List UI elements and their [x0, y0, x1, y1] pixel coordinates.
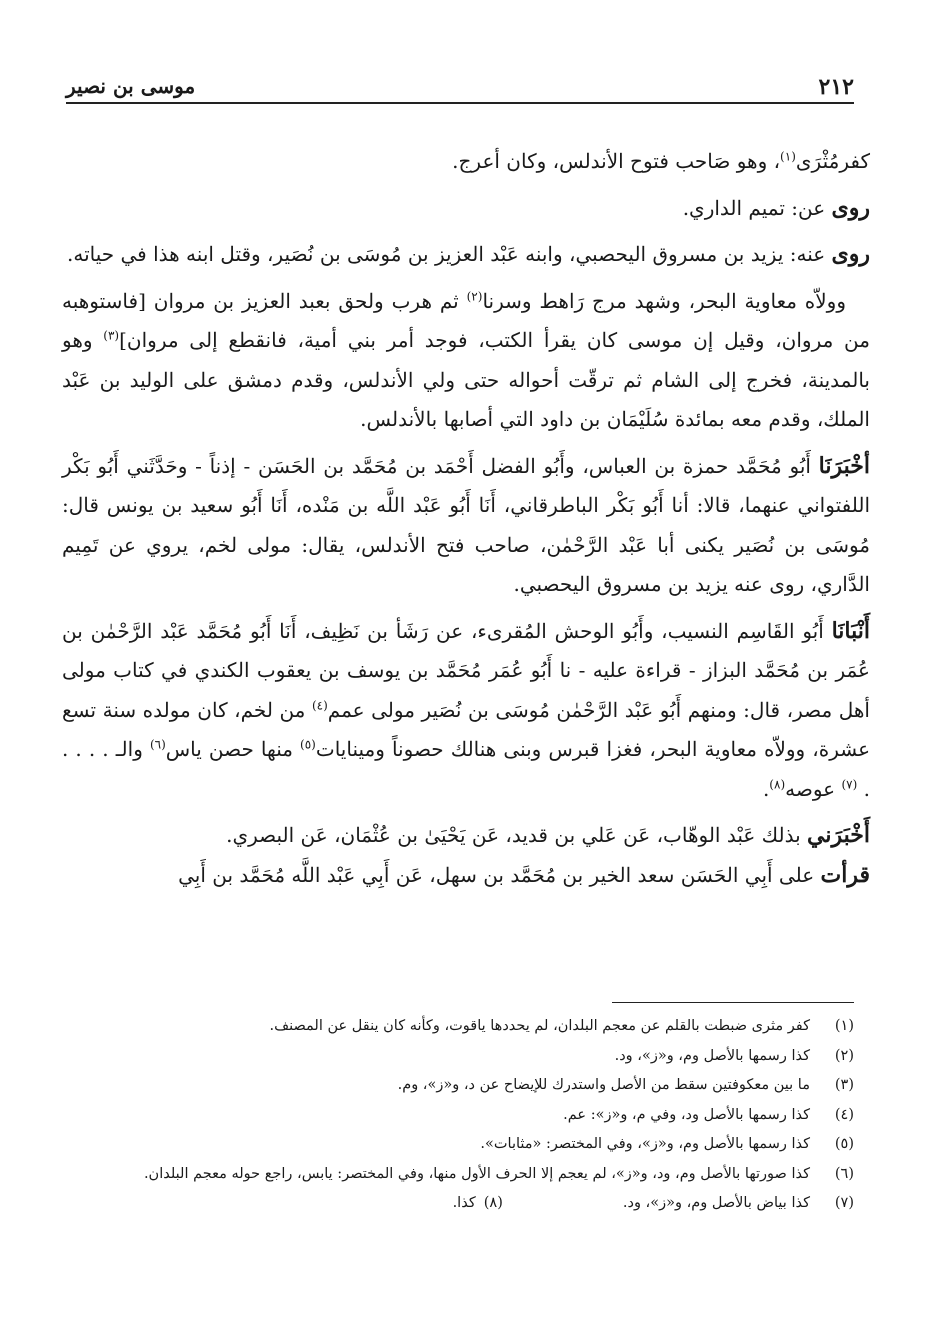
keyword-rawa: روى: [831, 241, 870, 267]
footnote-ref-5: (٥): [300, 737, 316, 752]
footnote-text: كذا رسمها بالأصل وم، و«ز»، وفي المختصر: «مثابات».: [480, 1136, 810, 1152]
text-run: على أَبِي الحَسَن سعد الخير بن مُحَمَّد بن سهل، عَن أَبِي عَبْد اللَّه مُحَمَّد بن أَبِي: [178, 862, 821, 887]
text-run: ، وهو صَاحب فتوح الأندلس، وكان أعرج.: [452, 149, 781, 173]
footnote-item: [140, 1160, 854, 1190]
footnote-item: [140, 1071, 854, 1101]
keyword-anbana: أَنْبَانَا: [831, 617, 870, 644]
footnote-separator: [612, 1002, 854, 1003]
keyword-akhbarani: أَخْبَرَني: [807, 822, 870, 848]
keyword-rawa: روى: [831, 194, 870, 221]
text-run: والـ . . . . .: [62, 737, 870, 801]
text-run: عوصه: [785, 776, 842, 801]
paragraph-1: [62, 142, 870, 182]
text-run: وهو بالمدينة، فخرج إلى الشام ثم ترقّت أحواله حتى ولي الأندلس، وقدم دمشق على الوليد بن عَبْد الملك، وقدم معه بمائدة سُلَيْمَان بن داود التي أصابها بالأندلس.: [62, 328, 871, 431]
paragraph-7: [62, 816, 870, 856]
paragraph-6: [62, 612, 870, 810]
footnote-text: كذا رسمها بالأصل وم، و«ز»، ود.: [614, 1047, 810, 1064]
footnote-item: [140, 1130, 854, 1160]
footnotes: [140, 1012, 854, 1219]
footnote-item: [140, 1189, 854, 1219]
paragraph-2: [62, 189, 870, 229]
footnote-ref-4: (٤): [311, 697, 328, 712]
footnote-ref-6: (٦): [149, 737, 166, 752]
footnote-ref-3: (٣): [103, 328, 120, 343]
footnote-ref-8: (٨): [769, 776, 786, 791]
page-header: [66, 64, 854, 104]
paragraph-5: [62, 447, 870, 605]
footnote-number: (٥): [834, 1136, 854, 1152]
footnote-number: (٨): [483, 1195, 503, 1211]
text-run: ثم هرب ولحق بعبد العزيز بن مروان [فاستوهبه من مروان، وقيل إن موسى كان يقرأ الكتب، فوجد أمر بني أمية، فانقطع إلى مروان]: [62, 288, 870, 352]
text-run: عن: تميم الداري.: [682, 195, 832, 220]
footnote-text: كفر مثرى ضبطت بالقلم عن معجم البلدان، لم يحددها ياقوت، وكأنه كان ينقل عن المصنف.: [269, 1018, 810, 1034]
footnote-ref-2: (٢): [466, 288, 483, 303]
keyword-akhbarana: أخْبَرَنَا: [818, 452, 870, 479]
footnote-item: [140, 1042, 854, 1072]
text-run: وولاّه معاوية البحر، وشهد مرج رَاهط وسرنا: [482, 288, 847, 313]
footnote-number: (٧): [834, 1195, 854, 1211]
footnote-number: (٦): [834, 1165, 854, 1182]
paragraph-8: [62, 856, 870, 896]
footnote-text: كذا.: [452, 1195, 476, 1211]
footnote-text: ما بين معكوفتين سقط من الأصل واستدرك للإيضاح عن د، و«ز»، وم.: [397, 1077, 810, 1093]
footnote-ref-1: (١): [780, 149, 796, 164]
footnote-number: (١): [834, 1018, 854, 1034]
text-run: كفرمُثْرَى: [795, 149, 870, 173]
text-run: من لخم، كان مولده سنة تسع عشرة، وولاّه معاوية البحر، فغزا قبرس وبنى هنالك حصوناً ومينايات: [62, 697, 871, 761]
footnote-number: (٤): [834, 1106, 854, 1123]
footnote-number: (٢): [834, 1047, 854, 1064]
paragraph-3: [62, 235, 870, 275]
text-run: منها حصن ياس: [165, 737, 301, 761]
footnote-number: (٣): [834, 1077, 854, 1093]
running-title: موسى بن نصير: [66, 74, 196, 98]
footnote-ref-7: (٧): [841, 776, 858, 791]
text-run: بذلك عَبْد الوهّاب، عَن عَلي بن قديد، عَن يَحْيَىٰ بن عُثْمَان، عَن البصري.: [226, 823, 808, 847]
footnote-item: [140, 1012, 854, 1042]
footnote-text: كذا صورتها بالأصل وم، ود، و«ز»، لم يعجم إلا الحرف الأول منها، وفي المختصر: يابس، راجع حوله معجم البلدان.: [143, 1165, 810, 1182]
text-run: أَبُو القَاسِم النسيب، وأَبُو الوحش المُقرىء، عن رَشَأ بن نَظِيف، أَنَا أَبُو مُحَمَّد عَبْد الرَّحْمٰن بن عُمَر بن مُحَمَّد البزاز - قراءة عليه - نا أَبُو عُمَر مُحَمَّد بن يوسف بن يعقوب الكندي في كتاب مولى أهل مصر، قال: ومنهم أَبُو عَبْد الرَّحْمٰن مُوسَى بن نُصَير مولى عمم: [62, 618, 870, 722]
text-run: .: [762, 776, 770, 801]
text-run: عنه: يزيد بن مسروق اليحصبي، وابنه عَبْد العزيز بن مُوسَى بن نُصَير، وقتل ابنه هذا في حياته.: [67, 242, 832, 266]
footnote-text: كذا رسمها بالأصل ود، وفي م، و«ز»: عم.: [563, 1106, 810, 1123]
text-run: أَبُو مُحَمَّد حمزة بن العباس، وأَبُو الفضل أَحْمَد بن مُحَمَّد بن الحَسَن - إذناً - وحَدَّثَني أَبُو بَكْر اللفتواني عنهما، قالا: أنا أَبُو بَكْر الباطرقاني، أَنَا أَبُو عَبْد اللَّه بن مَنْده، أَنَا أَبُو سعيد بن يونس قال: مُوسَى بن نُصَير يكنى أبا عَبْد الرَّحْمٰن، صاحب فتح الأندلس، يقال: مولى لخم، يروي عن تَمِيم الدَّاري، روى عنه يزيد بن مسروق اليحصبي.: [62, 453, 870, 596]
footnote-item: [140, 1101, 854, 1131]
main-text: [62, 142, 870, 895]
footnote-text: كذا بياض بالأصل وم، و«ز»، ود.: [622, 1195, 810, 1211]
page-number: ٢١٢: [818, 74, 854, 100]
header-rule: [66, 102, 854, 104]
keyword-qaraat: قرأت: [820, 861, 870, 888]
paragraph-4: [62, 282, 870, 440]
